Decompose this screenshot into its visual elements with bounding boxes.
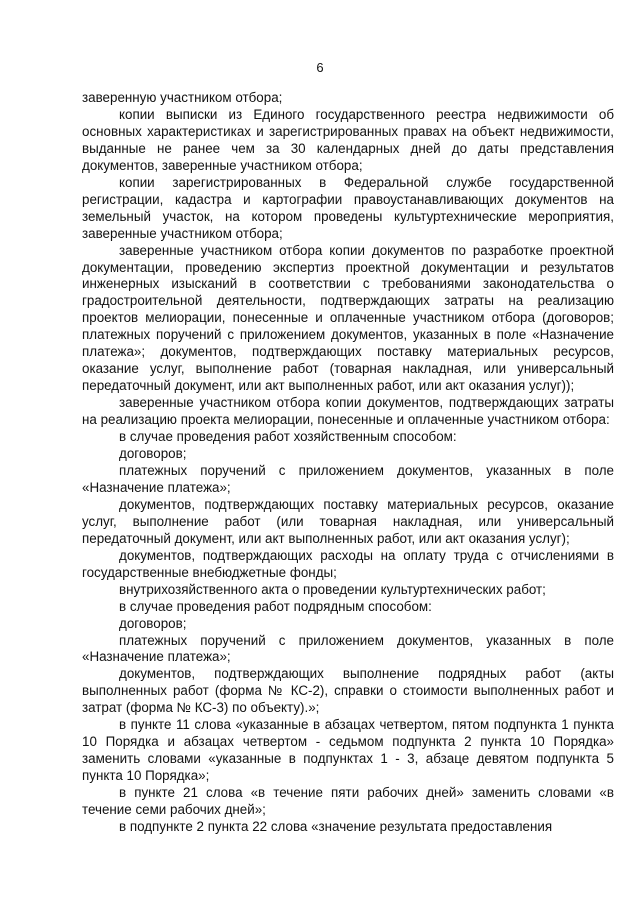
paragraph-5: заверенные участником отбора копии документов, подтверждающих затраты на реализацию проекта мелиорации, понесенные и оплаченные участником отбора: [82,395,614,428]
paragraph-7: договоров; [119,446,187,462]
paragraph-1: заверенную участником отбора; [82,90,283,105]
paragraph-11: внутрихозяйственного акта о проведении культуртехнических работ; [119,581,546,597]
paragraph-10: документов, подтверждающих расходы на оплату труда с отчислениями в государственные внебюджетные фонды; [82,547,614,580]
paragraph-4: заверенные участником отбора копии документов по разработке проектной документации, проведению экспертиз проектной документации и результатов инженерных изысканий в соответствии с требованиями законодательства о градостроительной деятельности, подтверждающих затраты на реализацию проектов мелиорации, понесенные и оплаченные участником отбора (договоров; платежных поручений с приложением документов, указанных в поле «Назначение платежа»; документов, подтверждающих поставку материальных ресурсов, оказание услуг, выполнение работ (товарная накладная, или универсальный передаточный документ, или акт выполненных работ, или акт оказания услуг)); [82,242,614,394]
paragraph-8: платежных поручений с приложением документов, указанных в поле «Назначение платежа»; [82,462,614,495]
paragraph-18: в подпункте 2 пункта 22 слова «значение результата предоставления [119,818,553,834]
paragraph-6: в случае проведения работ хозяйственным способом: [119,429,457,445]
paragraph-17: в пункте 21 слова «в течение пяти рабочих дней» заменить словами «в течение семи рабочих дней»; [82,785,614,818]
paragraph-2: копии выписки из Единого государственного реестра недвижимости об основных характеристиках и зарегистрированных правах на объект недвижимости, выданные не ранее чем за 30 календарных дней до даты представления документов, заверенные участником отбора; [82,106,614,173]
paragraph-13: договоров; [119,615,187,631]
paragraph-14: платежных поручений с приложением документов, указанных в поле «Назначение платежа»; [82,632,614,665]
document-body [82,90,614,836]
paragraph-3: копии зарегистрированных в Федеральной службе государственной регистрации, кадастра и картографии правоустанавливающих документов на земельный участок, на котором проведены культуртехнические мероприятия, заверенные участником отбора; [82,174,614,241]
paragraph-9: документов, подтверждающих поставку материальных ресурсов, оказание услуг, выполнение работ (или товарная накладная, или универсальный передаточный документ, или акт выполненных работ, или акт оказания услуг); [82,496,614,546]
paragraph-12: в случае проведения работ подрядным способом: [119,598,432,614]
page-number: 6 [316,60,324,75]
paragraph-16: в пункте 11 слова «указанные в абзацах четвертом, пятом подпункта 1 пункта 10 Порядка и абзацах четвертом - седьмом подпункта 2 пункта 10 Порядка» заменить словами «указанные в подпунктах 1 - 3, абзаце девятом подпункта 5 пункта 10 Порядка»; [82,717,614,784]
paragraph-15: документов, подтверждающих выполнение подрядных работ (акты выполненных работ (форма № КС-2), справки о стоимости выполненных работ и затрат (форма № КС-3) по объекту).»; [82,666,614,716]
